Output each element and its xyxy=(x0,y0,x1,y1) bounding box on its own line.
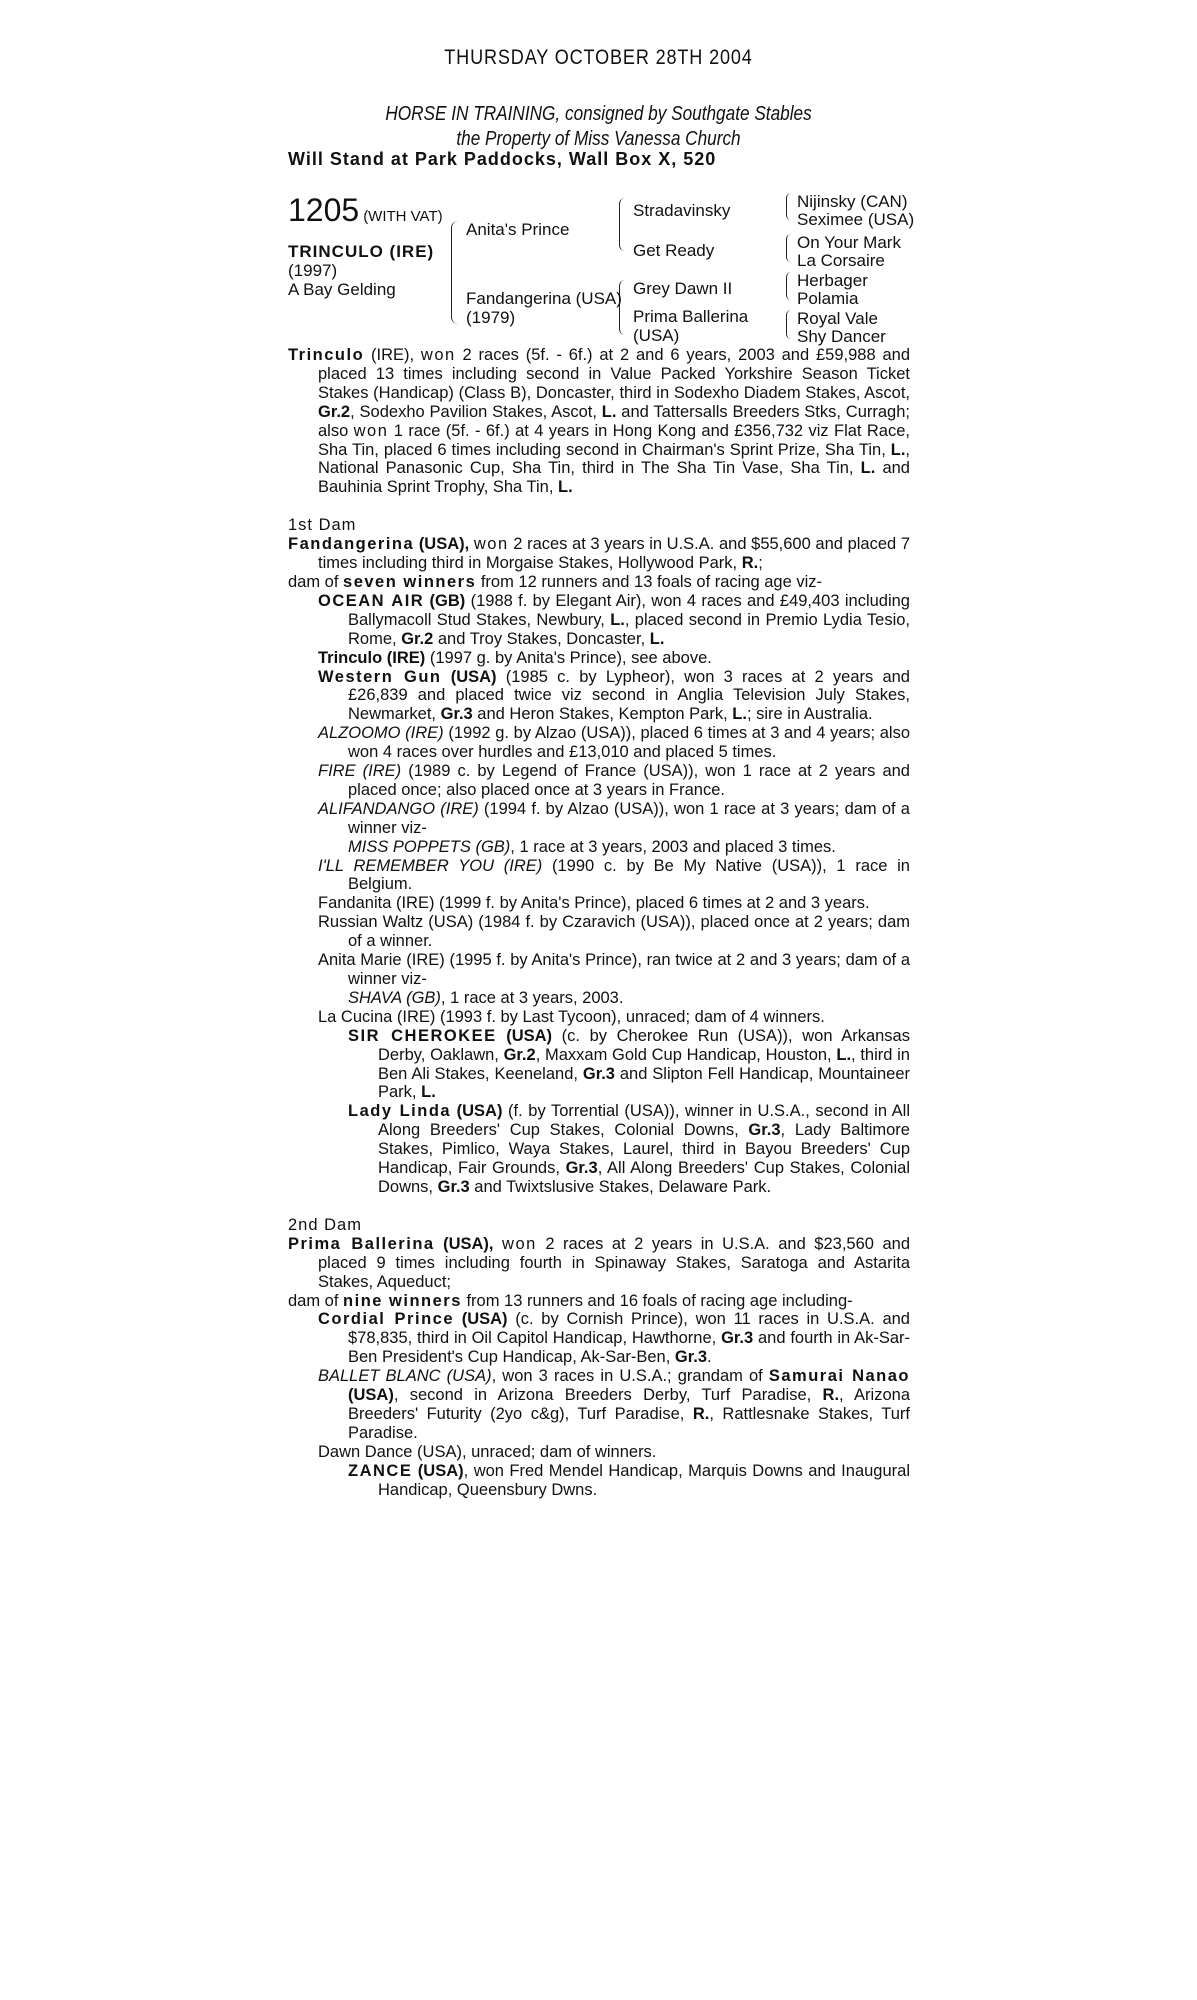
horse-year: (1997) xyxy=(288,261,338,280)
produce-trinculo: Trinculo (IRE) (1997 g. by Anita's Prince), see above. xyxy=(318,648,712,667)
pedigree-sire: Anita's Prince xyxy=(466,220,570,239)
second-dam-produce-summary: dam of nine winners from 13 runners and 16 foals of racing age including- xyxy=(288,1291,853,1310)
pedigree-dam-year: (1979) xyxy=(466,308,516,327)
produce-cordial-prince: Cordial Prince (USA) (c. by Cornish Prince), won 11 races in U.S.A. and $78,835, third in Oil Capitol Handicap, Hawthorne, Gr.3 and fourth in Ak-Sar-Ben President's Cup Handicap, Ak-Sar-Ben, Gr.3. xyxy=(318,1310,910,1367)
produce-western-gun: Western Gun (USA) (1985 c. by Lypheor), won 3 races at 2 years and £26,839 and placed twice viz second in Anglia Television July Stakes, Newmarket, Gr.3 and Heron Stakes, Kempton Park, L.; sire in Australia. xyxy=(318,667,910,724)
produce-miss-poppets: MISS POPPETS (GB), 1 race at 3 years, 2003 and placed 3 times. xyxy=(348,837,836,856)
produce-russian-waltz: Russian Waltz (USA) (1984 f. by Czaravich (USA)), placed once at 2 years; dam of a winner. xyxy=(318,913,910,951)
second-dam-record: Prima Ballerina (USA), won 2 races at 2 years in U.S.A. and $23,560 and placed 9 times including fourth in Spinaway Stakes, Saratoga and Astarita Stakes, Aqueduct; xyxy=(288,1234,910,1291)
pedigree-brace-sire xyxy=(619,198,625,251)
second-dam-heading: 2nd Dam xyxy=(288,1215,362,1234)
pedigree-dam-name: Fandangerina (USA) xyxy=(466,289,622,308)
pedigree-gen3-4: La Corsaire xyxy=(797,251,885,270)
produce-alzoomo: ALZOOMO (IRE) (1992 g. by Alzao (USA)), placed 6 times at 3 and 4 years; also won 4 races over hurdles and £13,010 and placed 5 times. xyxy=(318,724,910,762)
lot-number: 1205 xyxy=(288,192,360,228)
vat-note: (WITH VAT) xyxy=(363,208,443,225)
pedigree-gen3-6: Polamia xyxy=(797,289,859,308)
first-dam-produce-summary: dam of seven winners from 12 runners and 13 foals of racing age viz- xyxy=(288,572,823,591)
pedigree-sire-dam: Get Ready xyxy=(633,241,715,260)
first-dam-heading: 1st Dam xyxy=(288,516,357,535)
horse-description: A Bay Gelding xyxy=(288,280,396,299)
produce-fire: FIRE (IRE) (1989 c. by Legend of France (USA)), won 1 race at 2 years and placed once; also placed once at 3 years in France. xyxy=(318,762,910,799)
horse-name: TRINCULO (IRE) xyxy=(288,242,435,261)
pedigree-brace-ss xyxy=(786,193,791,220)
wall-box-location: Will Stand at Park Paddocks, Wall Box X, 520 xyxy=(288,149,717,169)
pedigree-gen3-7: Royal Vale xyxy=(797,309,878,328)
pedigree-brace-sd xyxy=(786,234,791,262)
produce-alifandango: ALIFANDANGO (IRE) (1994 f. by Alzao (USA)), won 1 race at 3 years; dam of a winner viz- xyxy=(318,799,910,837)
pedigree-brace-main xyxy=(451,221,458,324)
pedigree-sire-sire: Stradavinsky xyxy=(633,201,731,220)
produce-ballet-blanc: BALLET BLANC (USA), won 3 races in U.S.A.; grandam of Samurai Nanao (USA), second in Arizona Breeders Derby, Turf Paradise, R., Arizona Breeders' Futurity (2yo c&g), Turf Paradise, R., Rattlesnake Stakes, Turf Paradise. xyxy=(318,1367,911,1442)
pedigree-gen3-5: Herbager xyxy=(797,271,868,290)
pedigree-gen3-2: Seximee (USA) xyxy=(797,210,915,229)
produce-anita-marie: Anita Marie (IRE) (1995 f. by Anita's Prince), ran twice at 2 and 3 years; dam of a winner viz- xyxy=(318,951,910,988)
pedigree-brace-dd xyxy=(786,310,791,339)
pedigree-dam xyxy=(466,289,622,327)
catalogue-body xyxy=(288,346,910,1499)
produce-ocean-air: OCEAN AIR (GB) (1988 f. by Elegant Air), won 4 races and £49,403 including Ballymacoll Stud Stakes, Newbury, L., placed second in Premio Lydia Tesio, Rome, Gr.2 and Troy Stakes, Doncaster, L. xyxy=(318,591,910,648)
horse-info xyxy=(288,242,434,299)
pedigree-dam-dam xyxy=(633,307,748,345)
pedigree-gen3-1: Nijinsky (CAN) xyxy=(797,192,908,211)
lot-number-block xyxy=(288,192,443,229)
produce-lady-linda: Lady Linda (USA) (f. by Torrential (USA)), winner in U.S.A., second in All Along Breeders' Cup Stakes, Colonial Downs, Gr.3, Lady Baltimore Stakes, Pimlico, Waya Stakes, Laurel, third in Bayou Breeders' Cup Handicap, Fair Grounds, Gr.3, All Along Breeders' Cup Stakes, Colonial Downs, Gr.3 and Twixtslusive Stakes, Delaware Park. xyxy=(348,1102,910,1196)
consignor-line-1: HORSE IN TRAINING, consigned by Southgate Stables xyxy=(385,103,812,125)
pedigree-brace-ds xyxy=(786,272,791,300)
first-dam-record: Fandangerina (USA), won 2 races at 3 years in U.S.A. and $55,600 and placed 7 times including third in Morgaise Stakes, Hollywood Park, R.; xyxy=(288,535,910,573)
produce-zance: ZANCE (USA), won Fred Mendel Handicap, Marquis Downs and Inaugural Handicap, Queensbury Dwns. xyxy=(348,1461,910,1499)
produce-la-cucina: La Cucina (IRE) (1993 f. by Last Tycoon), unraced; dam of 4 winners. xyxy=(318,1007,825,1026)
racing-record: Trinculo (IRE), won 2 races (5f. - 6f.) at 2 and 6 years, 2003 and £59,988 and placed 13 times including second in Value Packed Yorkshire Season Ticket Stakes (Handicap) (Class B), Doncaster, third in Sodexho Diadem Stakes, Ascot, Gr.2, Sodexho Pavilion Stakes, Ascot, L. and Tattersalls Breeders Stks, Curragh; also won 1 race (5f. - 6f.) at 4 years in Hong Kong and £356,732 viz Flat Race, Sha Tin, placed 6 times including second in Chairman's Sprint Prize, Sha Tin, L., National Panasonic Cup, Sha Tin, third in The Sha Tin Vase, Sha Tin, L. and Bauhinia Sprint Trophy, Sha Tin, L. xyxy=(288,346,910,497)
produce-ill-remember-you: I'LL REMEMBER YOU (IRE) (1990 c. by Be My Native (USA)), 1 race in Belgium. xyxy=(318,856,910,894)
consignor-line-2: the Property of Miss Vanessa Church xyxy=(456,128,741,150)
produce-dawn-dance: Dawn Dance (USA), unraced; dam of winners. xyxy=(318,1442,657,1461)
pedigree-gen3-3: On Your Mark xyxy=(797,233,901,252)
pedigree-gen3-8: Shy Dancer xyxy=(797,327,886,346)
consignor-line xyxy=(84,102,1113,152)
produce-fandanita: Fandanita (IRE) (1999 f. by Anita's Prince), placed 6 times at 2 and 3 years. xyxy=(318,894,870,913)
pedigree-dam-dam-origin: (USA) xyxy=(633,326,680,345)
sale-date: THURSDAY OCTOBER 28TH 2004 xyxy=(444,46,753,69)
pedigree-dam-sire: Grey Dawn II xyxy=(633,279,733,298)
produce-sir-cherokee: SIR CHEROKEE (USA) (c. by Cherokee Run (USA)), won Arkansas Derby, Oaklawn, Gr.2, Maxxam Gold Cup Handicap, Houston, L., third in Ben Ali Stakes, Keeneland, Gr.3 and Slipton Fell Handicap, Mountaineer Park, L. xyxy=(348,1026,910,1102)
produce-shava: SHAVA (GB), 1 race at 3 years, 2003. xyxy=(348,988,624,1007)
pedigree-dam-dam-name: Prima Ballerina xyxy=(633,307,749,326)
